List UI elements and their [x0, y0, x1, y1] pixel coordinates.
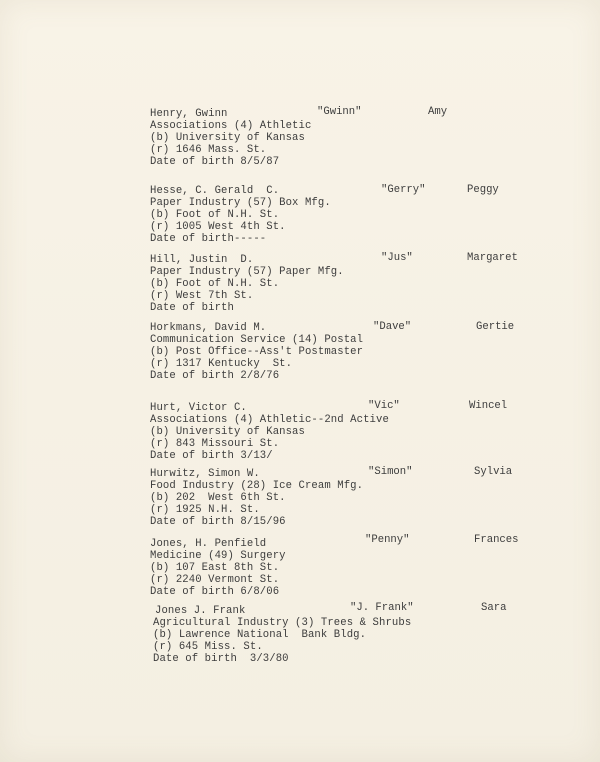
entry-line: (b) Lawrence National Bank Bldg. — [153, 629, 367, 641]
entry-line: Date of birth 8/15/96 — [150, 516, 286, 528]
entry-nickname: "Gwinn" — [317, 106, 362, 118]
entry-line: Paper Industry (57) Box Mfg. — [150, 197, 331, 209]
entry-name: Henry, Gwinn — [150, 108, 228, 120]
entry-line: (r) 645 Miss. St. — [153, 641, 263, 653]
entry-name: Jones, H. Penfield — [150, 538, 267, 550]
entry-name: Jones J. Frank — [155, 605, 246, 617]
entry-line: (r) 1925 N.H. St. — [150, 504, 260, 516]
entry-line: (r) 1317 Kentucky St. — [150, 358, 293, 370]
entry-line: (b) 107 East 8th St. — [150, 562, 280, 574]
entry-line: Date of birth----- — [150, 233, 267, 245]
entry-line: Paper Industry (57) Paper Mfg. — [150, 266, 344, 278]
entry-line: (r) 843 Missouri St. — [150, 438, 280, 450]
entry-nickname: "Penny" — [365, 534, 410, 546]
entry-line: (r) 1646 Mass. St. — [150, 144, 267, 156]
entry-spouse: Sara — [481, 602, 507, 614]
entry-nickname: "Simon" — [368, 466, 413, 478]
entry-nickname: "J. Frank" — [350, 602, 414, 614]
entry-name: Hurt, Victor C. — [150, 402, 247, 414]
entry-name: Horkmans, David M. — [150, 322, 267, 334]
entry-spouse: Wincel — [469, 400, 508, 412]
entry-spouse: Sylvia — [474, 466, 513, 478]
entry-line: (b) Foot of N.H. St. — [150, 278, 280, 290]
entry-nickname: "Jus" — [381, 252, 413, 264]
entry-name: Hesse, C. Gerald C. — [150, 185, 280, 197]
entry-line: (b) University of Kansas — [150, 132, 305, 144]
entry-spouse: Frances — [474, 534, 519, 546]
entry-line: (r) West 7th St. — [150, 290, 254, 302]
entry-line: Associations (4) Athletic — [150, 120, 312, 132]
entry-line: Medicine (49) Surgery — [150, 550, 286, 562]
entry-line: Date of birth 8/5/87 — [150, 156, 280, 168]
entry-line: (r) 2240 Vermont St. — [150, 574, 280, 586]
entry-line: (b) 202 West 6th St. — [150, 492, 286, 504]
entry-line: (b) Post Office--Ass't Postmaster — [150, 346, 364, 358]
entry-line: Agricultural Industry (3) Trees & Shrubs — [153, 617, 412, 629]
entry-line: Date of birth 3/3/80 — [153, 653, 289, 665]
entry-line: (b) Foot of N.H. St. — [150, 209, 280, 221]
entry-spouse: Margaret — [467, 252, 518, 264]
entry-spouse: Peggy — [467, 184, 499, 196]
entry-line: Date of birth 6/8/06 — [150, 586, 280, 598]
entry-line: (r) 1005 West 4th St. — [150, 221, 286, 233]
entry-line: Date of birth 3/13/ — [150, 450, 273, 462]
entry-nickname: "Gerry" — [381, 184, 426, 196]
entry-line: Date of birth — [150, 302, 234, 314]
entry-spouse: Amy — [428, 106, 448, 118]
entry-line: Communication Service (14) Postal — [150, 334, 364, 346]
entry-line: Associations (4) Athletic--2nd Active — [150, 414, 389, 426]
entry-spouse: Gertie — [476, 321, 515, 333]
entry-line: Date of birth 2/8/76 — [150, 370, 280, 382]
entry-line: (b) University of Kansas — [150, 426, 305, 438]
entry-name: Hill, Justin D. — [150, 254, 254, 266]
entry-nickname: "Vic" — [368, 400, 400, 412]
entry-name: Hurwitz, Simon W. — [150, 468, 260, 480]
entry-line: Food Industry (28) Ice Cream Mfg. — [150, 480, 364, 492]
entry-nickname: "Dave" — [373, 321, 412, 333]
